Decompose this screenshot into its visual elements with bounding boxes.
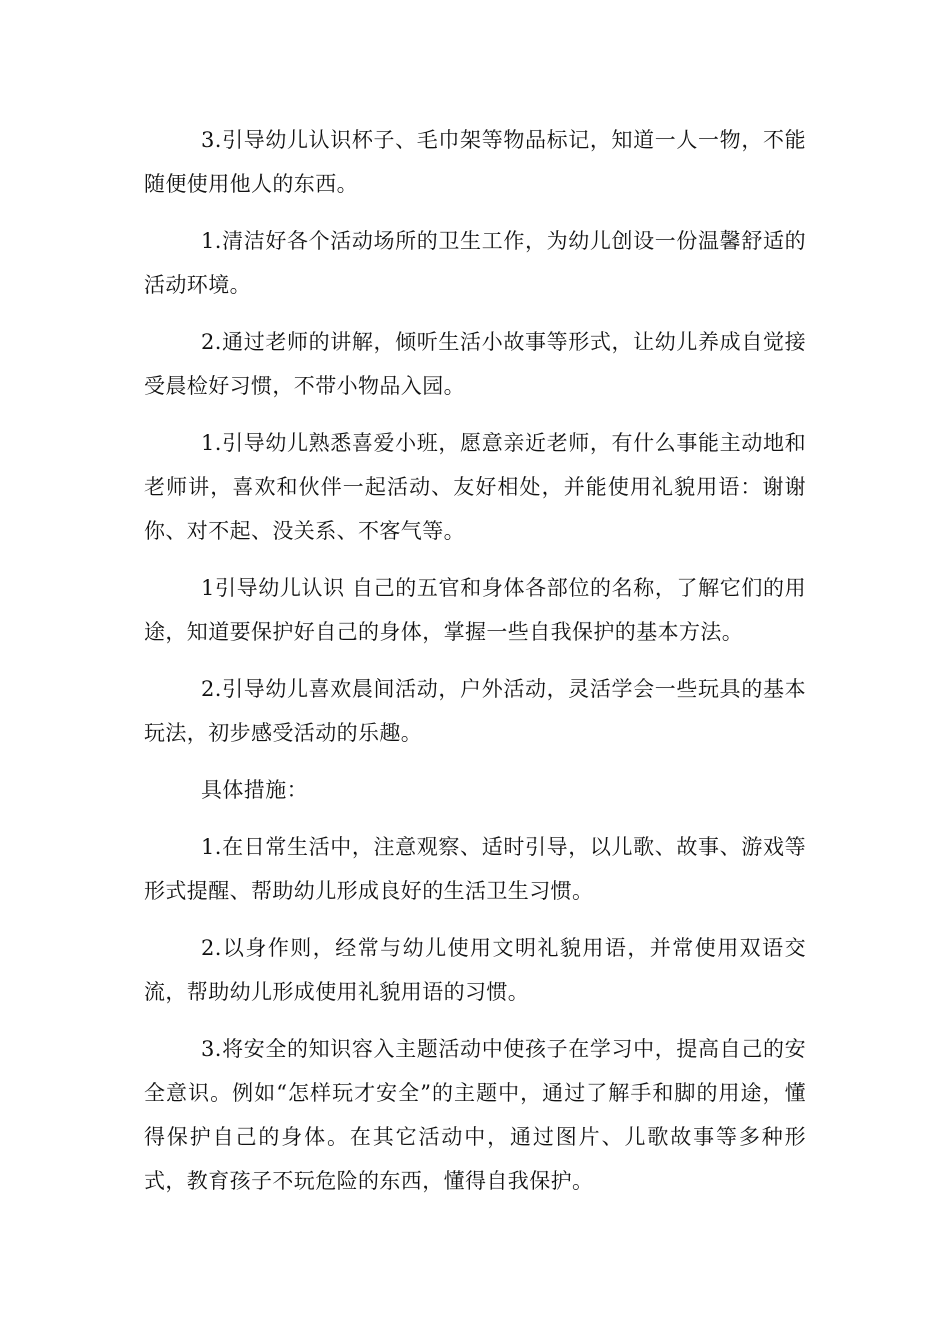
paragraph: 2.以身作则，经常与幼儿使用文明礼貌用语，并常使用双语交流，帮助幼儿形成使用礼貌用语的习惯。 <box>144 936 806 1004</box>
section-heading: 具体措施： <box>201 778 308 802</box>
paragraph: 2.通过老师的讲解，倾听生活小故事等形式，让幼儿养成自觉接受晨检好习惯，不带小物品入园。 <box>144 330 806 398</box>
paragraph: 1引导幼儿认识 自己的五官和身体各部位的名称，了解它们的用途，知道要保护好自己的身体，掌握一些自我保护的基本方法。 <box>144 576 806 644</box>
paragraph: 3.引导幼儿认识杯子、毛巾架等物品标记，知道一人一物，不能随便使用他人的东西。 <box>144 128 806 196</box>
paragraph: 2.引导幼儿喜欢晨间活动，户外活动，灵活学会一些玩具的基本玩法，初步感受活动的乐趣。 <box>144 677 806 745</box>
paragraph: 3.将安全的知识容入主题活动中使孩子在学习中，提高自己的安全意识。例如“怎样玩才安全”的主题中，通过了解手和脚的用途，懂得保护自己的身体。在其它活动中，通过图片、儿歌故事等多种形式，教育孩子不玩危险的东西，懂得自我保护。 <box>144 1037 806 1193</box>
paragraph: 1.在日常生活中，注意观察、适时引导，以儿歌、故事、游戏等形式提醒、帮助幼儿形成良好的生活卫生习惯。 <box>144 835 806 903</box>
paragraph: 1.引导幼儿熟悉喜爱小班，愿意亲近老师，有什么事能主动地和老师讲，喜欢和伙伴一起活动、友好相处，并能使用礼貌用语：谢谢你、对不起、没关系、不客气等。 <box>144 431 806 543</box>
document-page <box>144 118 806 1216</box>
paragraph: 1.清洁好各个活动场所的卫生工作，为幼儿创设一份温馨舒适的活动环境。 <box>144 229 806 297</box>
